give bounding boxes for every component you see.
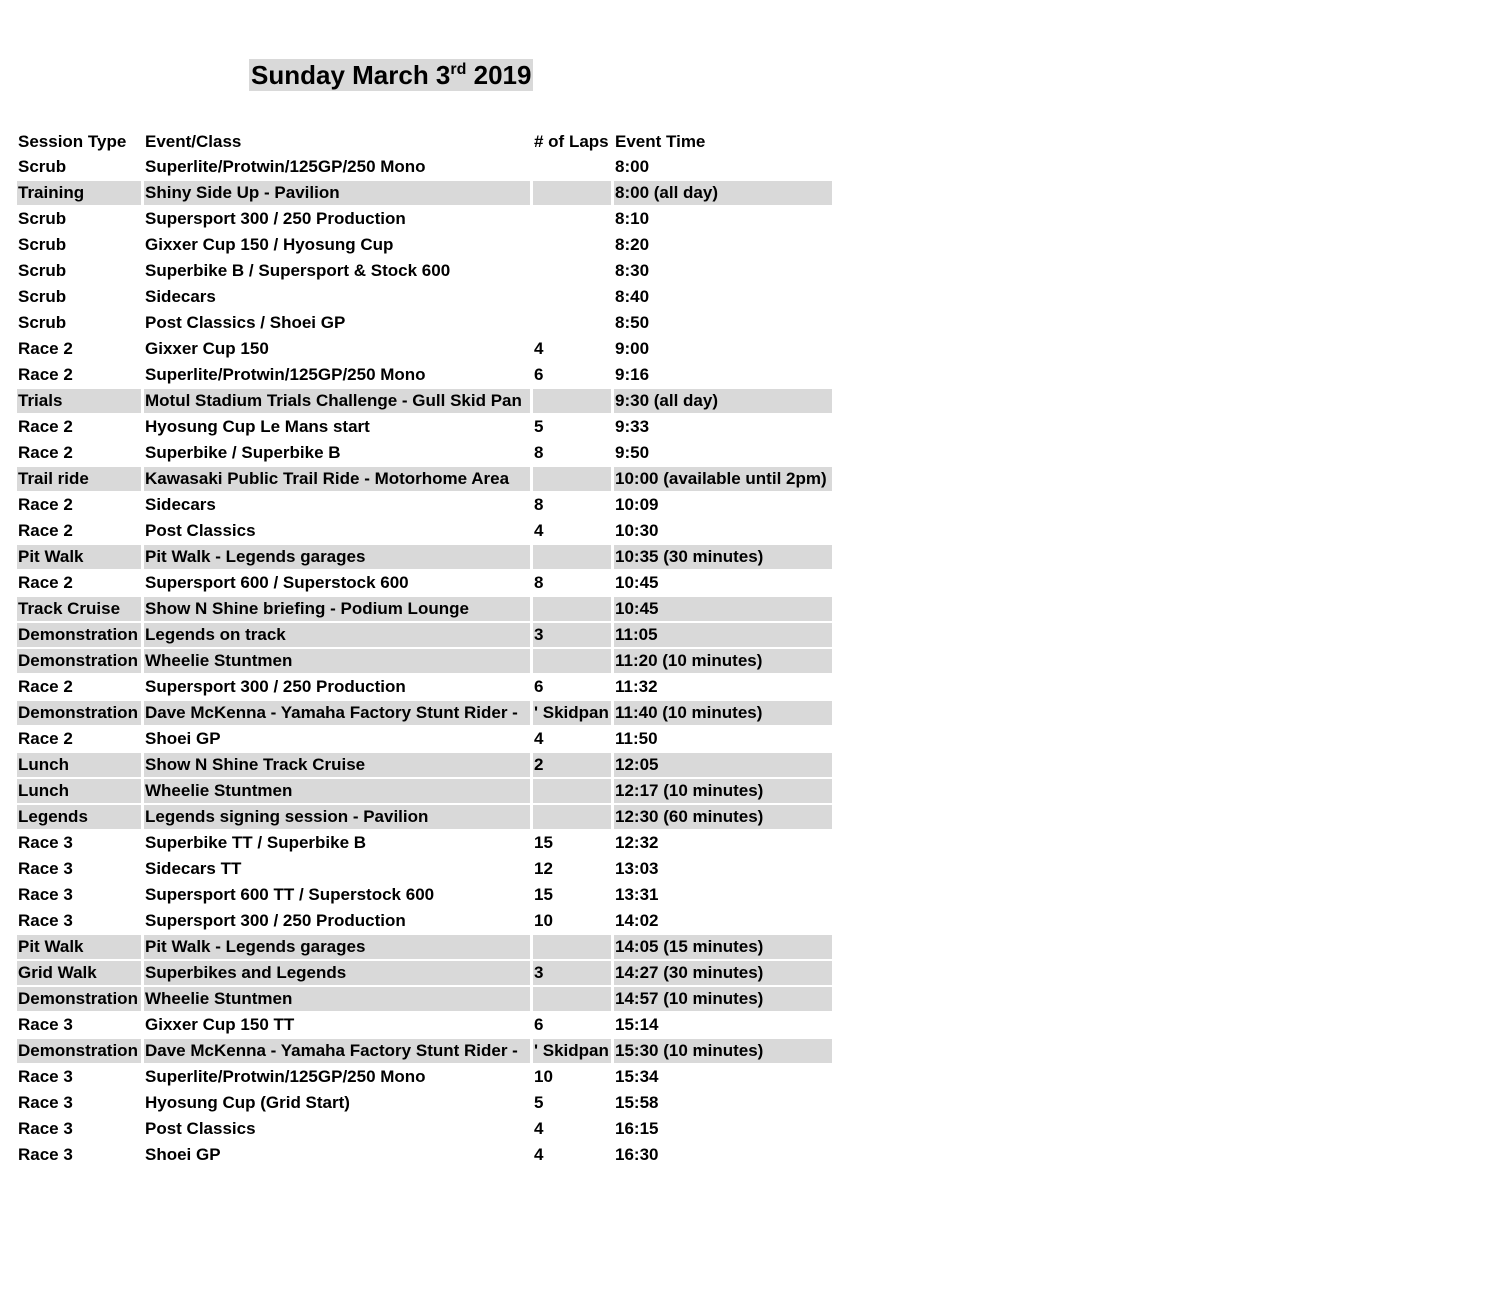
table-row [17, 181, 832, 205]
session-type-cell: Race 2 [18, 677, 73, 696]
session-type-cell: Race 2 [18, 417, 73, 436]
session-type-cell: Scrub [18, 261, 67, 280]
table-row [17, 727, 832, 751]
event-class-cell: Kawasaki Public Trail Ride - Motorhome Area [144, 467, 530, 491]
title-year: 2019 [466, 60, 532, 90]
event-time-cell: 8:10 [615, 209, 650, 228]
table-row [17, 1065, 832, 1089]
laps-cell [533, 779, 611, 803]
laps-cell [533, 259, 611, 283]
event-time-cell: 9:33 [615, 417, 650, 436]
title-ordinal-suffix: rd [450, 61, 467, 78]
event-class-cell: Sidecars TT [145, 859, 242, 878]
laps-cell: 15 [534, 833, 553, 852]
event-class-cell: Supersport 600 / Superstock 600 [145, 573, 409, 592]
table-row [17, 1143, 832, 1167]
session-type-cell: Training [17, 181, 141, 205]
event-time-cell: 12:05 [614, 753, 832, 777]
table-row [17, 545, 832, 569]
table-row [17, 961, 832, 985]
event-time-cell: 10:09 [615, 495, 659, 514]
table-row [17, 337, 832, 361]
session-type-cell: Track Cruise [17, 597, 141, 621]
session-type-cell: Scrub [18, 157, 67, 176]
event-class-cell: Superlite/Protwin/125GP/250 Mono [145, 157, 426, 176]
event-time-cell: 8:00 [615, 157, 650, 176]
table-row [17, 1013, 832, 1037]
event-time-cell: 11:05 [614, 623, 832, 647]
table-row [17, 623, 832, 647]
event-class-cell: Superlite/Protwin/125GP/250 Mono [145, 365, 426, 384]
event-time-cell: 15:34 [615, 1067, 659, 1086]
laps-cell: 5 [534, 1093, 544, 1112]
table-row [17, 467, 832, 491]
table-row [17, 285, 832, 309]
table-row [17, 883, 832, 907]
event-time-cell: 12:30 (60 minutes) [614, 805, 832, 829]
event-class-cell: Dave McKenna - Yamaha Factory Stunt Rider - [144, 701, 530, 725]
laps-cell [533, 467, 611, 491]
title-prefix: Sunday March 3 [251, 60, 451, 90]
event-class-cell: Superlite/Protwin/125GP/250 Mono [145, 1067, 426, 1086]
session-type-cell: Scrub [18, 235, 67, 254]
table-row [17, 805, 832, 829]
header-row [17, 131, 832, 153]
column-header-laps: # of Laps [534, 132, 609, 151]
laps-cell: 6 [534, 1015, 544, 1034]
laps-cell: 3 [533, 623, 611, 647]
event-time-cell: 10:35 (30 minutes) [614, 545, 832, 569]
event-time-cell: 10:00 (available until 2pm) [614, 467, 832, 491]
session-type-cell: Grid Walk [17, 961, 141, 985]
event-class-cell: Shoei GP [145, 729, 221, 748]
event-class-cell: Gixxer Cup 150 TT [145, 1015, 295, 1034]
session-type-cell: Race 2 [18, 365, 73, 384]
event-time-cell: 10:45 [615, 573, 659, 592]
table-row [17, 571, 832, 595]
laps-cell [533, 597, 611, 621]
event-time-cell: 8:00 (all day) [614, 181, 832, 205]
session-type-cell: Demonstration [17, 701, 141, 725]
table-row [17, 909, 832, 933]
session-type-cell: Scrub [18, 287, 67, 306]
event-class-cell: Post Classics / Shoei GP [145, 313, 346, 332]
laps-cell: 12 [534, 859, 553, 878]
session-type-cell: Trail ride [17, 467, 141, 491]
session-type-cell: Race 3 [18, 833, 73, 852]
event-time-cell: 8:50 [615, 313, 650, 332]
laps-cell: 10 [534, 1067, 553, 1086]
event-time-cell: 8:40 [615, 287, 650, 306]
session-type-cell: Pit Walk [17, 935, 141, 959]
laps-cell: 15 [534, 885, 553, 904]
event-time-cell: 14:02 [615, 911, 659, 930]
table-row [17, 675, 832, 699]
event-class-cell: Post Classics [145, 521, 256, 540]
session-type-cell: Demonstration [17, 1039, 141, 1063]
schedule-table [14, 129, 835, 1169]
event-class-cell: Superbike / Superbike B [145, 443, 341, 462]
table-row [17, 701, 832, 725]
laps-cell: 2 [533, 753, 611, 777]
session-type-cell: Demonstration [17, 623, 141, 647]
event-class-cell: Supersport 600 TT / Superstock 600 [145, 885, 435, 904]
table-row [17, 597, 832, 621]
session-type-cell: Race 2 [18, 443, 73, 462]
session-type-cell: Lunch [17, 753, 141, 777]
event-class-cell: Post Classics [145, 1119, 256, 1138]
event-time-cell: 11:40 (10 minutes) [614, 701, 832, 725]
event-time-cell: 10:30 [615, 521, 659, 540]
laps-cell: 4 [534, 521, 544, 540]
laps-cell: 4 [534, 339, 544, 358]
table-row [17, 935, 832, 959]
session-type-cell: Demonstration [17, 987, 141, 1011]
table-row [17, 233, 832, 257]
event-time-cell: 12:17 (10 minutes) [614, 779, 832, 803]
event-time-cell: 9:00 [615, 339, 650, 358]
table-row [17, 753, 832, 777]
event-time-cell: 14:27 (30 minutes) [614, 961, 832, 985]
session-type-cell: Race 3 [18, 1067, 73, 1086]
laps-cell [533, 311, 611, 335]
event-time-cell: 16:15 [615, 1119, 659, 1138]
event-class-cell: Supersport 300 / 250 Production [145, 677, 406, 696]
event-class-cell: Superbike B / Supersport & Stock 600 [145, 261, 451, 280]
session-type-cell: Race 2 [18, 495, 73, 514]
event-class-cell: Wheelie Stuntmen [144, 987, 530, 1011]
event-class-cell: Legends signing session - Pavilion [144, 805, 530, 829]
event-class-cell: Gixxer Cup 150 [145, 339, 269, 358]
table-row [17, 779, 832, 803]
event-class-cell: Sidecars [145, 495, 216, 514]
event-class-cell: Hyosung Cup (Grid Start) [145, 1093, 350, 1112]
laps-cell: 8 [534, 495, 544, 514]
event-time-cell: 14:57 (10 minutes) [614, 987, 832, 1011]
laps-cell [533, 155, 611, 179]
session-type-cell: Race 2 [18, 573, 73, 592]
event-time-cell: 8:30 [615, 261, 650, 280]
event-time-cell: 9:16 [615, 365, 650, 384]
session-type-cell: Race 2 [18, 729, 73, 748]
event-class-cell: Dave McKenna - Yamaha Factory Stunt Rider - [144, 1039, 530, 1063]
event-time-cell: 10:45 [614, 597, 832, 621]
laps-cell [533, 181, 611, 205]
event-time-cell: 9:30 (all day) [614, 389, 832, 413]
event-class-cell: Shoei GP [145, 1145, 221, 1164]
column-header-session-type: Session Type [18, 132, 127, 151]
table-row [17, 987, 832, 1011]
session-type-cell: Trials [17, 389, 141, 413]
session-type-cell: Pit Walk [17, 545, 141, 569]
session-type-cell: Scrub [18, 209, 67, 228]
laps-cell: 5 [534, 417, 544, 436]
session-type-cell: Legends [17, 805, 141, 829]
event-time-cell: 13:31 [615, 885, 659, 904]
laps-cell: ' Skidpan [533, 701, 611, 725]
table-row [17, 311, 832, 335]
event-time-cell: 15:14 [615, 1015, 659, 1034]
event-time-cell: 14:05 (15 minutes) [614, 935, 832, 959]
event-time-cell: 15:30 (10 minutes) [614, 1039, 832, 1063]
event-class-cell: Motul Stadium Trials Challenge - Gull Skid Pan [144, 389, 530, 413]
event-class-cell: Show N Shine briefing - Podium Lounge [144, 597, 530, 621]
event-class-cell: Superbike TT / Superbike B [145, 833, 367, 852]
laps-cell: 4 [534, 1119, 544, 1138]
event-class-cell: Sidecars [145, 287, 216, 306]
session-type-cell: Race 3 [18, 911, 73, 930]
session-type-cell: Race 2 [18, 521, 73, 540]
laps-cell [533, 805, 611, 829]
laps-cell: 6 [534, 365, 544, 384]
event-time-cell: 11:32 [615, 677, 658, 696]
laps-cell: 4 [534, 729, 544, 748]
laps-cell [533, 935, 611, 959]
event-time-cell: 11:20 (10 minutes) [614, 649, 832, 673]
session-type-cell: Scrub [18, 313, 67, 332]
session-type-cell: Lunch [17, 779, 141, 803]
table-row [17, 441, 832, 465]
table-row [17, 1039, 832, 1063]
column-header-event-class: Event/Class [145, 132, 242, 151]
table-row [17, 259, 832, 283]
laps-cell: 6 [534, 677, 544, 696]
event-time-cell: 8:20 [615, 235, 650, 254]
laps-cell [533, 987, 611, 1011]
table-row [17, 1117, 832, 1141]
table-row [17, 1091, 832, 1115]
event-class-cell: Hyosung Cup Le Mans start [145, 417, 370, 436]
table-row [17, 207, 832, 231]
event-class-cell: Supersport 300 / 250 Production [145, 209, 406, 228]
table-row [17, 415, 832, 439]
schedule-body [17, 155, 832, 1167]
event-time-cell: 11:50 [615, 729, 658, 748]
session-type-cell: Demonstration [17, 649, 141, 673]
table-row [17, 155, 832, 179]
event-class-cell: Gixxer Cup 150 / Hyosung Cup [145, 235, 394, 254]
event-class-cell: Show N Shine Track Cruise [144, 753, 530, 777]
table-row [17, 649, 832, 673]
event-class-cell: Wheelie Stuntmen [144, 779, 530, 803]
table-row [17, 493, 832, 517]
table-row [17, 363, 832, 387]
laps-cell: 10 [534, 911, 553, 930]
event-class-cell: Pit Walk - Legends garages [144, 545, 530, 569]
laps-cell: ' Skidpan [533, 1039, 611, 1063]
session-type-cell: Race 3 [18, 1015, 73, 1034]
event-time-cell: 13:03 [615, 859, 659, 878]
table-row [17, 389, 832, 413]
session-type-cell: Race 3 [18, 1119, 73, 1138]
laps-cell [533, 207, 611, 231]
laps-cell [533, 233, 611, 257]
event-time-cell: 12:32 [615, 833, 659, 852]
laps-cell: 3 [533, 961, 611, 985]
session-type-cell: Race 3 [18, 1145, 73, 1164]
laps-cell: 8 [534, 443, 544, 462]
event-time-cell: 9:50 [615, 443, 650, 462]
session-type-cell: Race 2 [18, 339, 73, 358]
event-class-cell: Legends on track [144, 623, 530, 647]
event-class-cell: Wheelie Stuntmen [144, 649, 530, 673]
event-time-cell: 16:30 [615, 1145, 659, 1164]
laps-cell [533, 389, 611, 413]
session-type-cell: Race 3 [18, 885, 73, 904]
laps-cell [533, 545, 611, 569]
table-row [17, 857, 832, 881]
event-class-cell: Supersport 300 / 250 Production [145, 911, 406, 930]
laps-cell [533, 649, 611, 673]
event-time-cell: 15:58 [615, 1093, 659, 1112]
page-title [249, 59, 533, 91]
event-class-cell: Shiny Side Up - Pavilion [144, 181, 530, 205]
column-header-event-time: Event Time [615, 132, 706, 151]
laps-cell: 4 [534, 1145, 544, 1164]
event-class-cell: Superbikes and Legends [144, 961, 530, 985]
session-type-cell: Race 3 [18, 1093, 73, 1112]
event-class-cell: Pit Walk - Legends garages [144, 935, 530, 959]
laps-cell: 8 [534, 573, 544, 592]
session-type-cell: Race 3 [18, 859, 73, 878]
table-row [17, 519, 832, 543]
table-row [17, 831, 832, 855]
laps-cell [533, 285, 611, 309]
